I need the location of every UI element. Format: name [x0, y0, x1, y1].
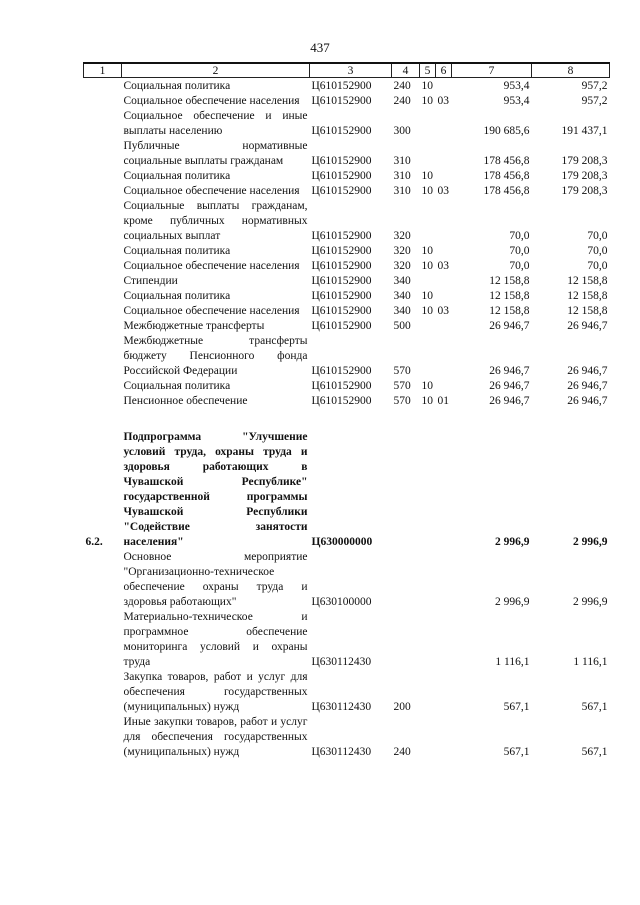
target-code: Ц630112430: [311, 701, 372, 713]
target-code: Ц610152900: [311, 230, 372, 242]
item-name: Межбюджетные трансферты бюджету Пенсионного фонда Российской Федерации: [123, 335, 308, 377]
amount-col7: 567,1: [503, 701, 530, 713]
spacer-cell: [84, 409, 610, 430]
item-name: Стипендии: [123, 275, 178, 287]
header-cell: 6: [436, 63, 452, 78]
subsection: [436, 169, 452, 184]
row-number: [84, 379, 122, 394]
amount-col8: 70,0: [587, 260, 608, 272]
section: 10: [421, 80, 433, 92]
budget-table: [83, 62, 610, 760]
header-cell: 5: [420, 63, 436, 78]
expense-type: 320: [393, 230, 411, 242]
header-row: [84, 63, 610, 78]
amount-col7: 12 158,8: [489, 305, 530, 317]
subsection: [436, 319, 452, 334]
subsection: [436, 199, 452, 244]
item-name: Социальное обеспечение населения: [123, 305, 300, 317]
amount-col7: 2 996,9: [495, 596, 530, 608]
item-name: Межбюджетные трансферты: [123, 320, 265, 332]
subsection: [436, 379, 452, 394]
subsection: [436, 334, 452, 379]
table-row: [84, 169, 610, 184]
target-code: Ц610152900: [311, 170, 372, 182]
target-code: Ц610152900: [311, 80, 372, 92]
target-code: Ц610152900: [311, 365, 372, 377]
table-row: [84, 244, 610, 259]
item-name: Социальная политика: [123, 170, 231, 182]
amount-col7: 2 996,9: [495, 536, 530, 548]
row-number: [84, 550, 122, 610]
expense-type: 340: [393, 275, 411, 287]
section: [420, 550, 436, 610]
row-number: 6.2.: [85, 536, 103, 548]
table-row: [84, 550, 610, 610]
amount-col8: 179 208,3: [561, 170, 608, 182]
amount-col8: 2 996,9: [573, 596, 608, 608]
table-row: [84, 274, 610, 289]
amount-col7: 1 116,1: [495, 656, 530, 668]
header-cell: 3: [310, 63, 392, 78]
row-number: [84, 670, 122, 715]
amount-col7: 953,4: [503, 80, 530, 92]
expense-type: 310: [393, 155, 411, 167]
section: 10: [421, 185, 433, 197]
subsection: [436, 139, 452, 169]
amount-col8: 179 208,3: [561, 185, 608, 197]
amount-col7: 953,4: [503, 95, 530, 107]
amount-col8: 26 946,7: [567, 365, 608, 377]
row-number: [84, 78, 122, 95]
row-number: [84, 610, 122, 670]
target-code: Ц630112430: [311, 656, 372, 668]
item-name: Социальные выплаты гражданам, кроме публичных нормативных социальных выплат: [123, 200, 308, 242]
amount-col7: 26 946,7: [489, 365, 530, 377]
section: 10: [421, 290, 433, 302]
amount-col7: 178 456,8: [483, 185, 530, 197]
table-row: [84, 109, 610, 139]
expense-type: 320: [393, 245, 411, 257]
table-row: [84, 670, 610, 715]
row-number: [84, 274, 122, 289]
amount-col7: 178 456,8: [483, 170, 530, 182]
amount-col8: 567,1: [581, 746, 608, 758]
row-number: [84, 184, 122, 199]
table-row: [84, 304, 610, 319]
expense-type: 500: [393, 320, 411, 332]
amount-col8: 12 158,8: [567, 275, 608, 287]
expense-type: 340: [393, 290, 411, 302]
section: [420, 715, 436, 760]
expense-type: 570: [393, 365, 411, 377]
page-number: 437: [310, 40, 330, 55]
item-name: Социальное обеспечение населения: [123, 260, 300, 272]
amount-col8: 12 158,8: [567, 305, 608, 317]
section: [420, 199, 436, 244]
item-name: Закупка товаров, работ и услуг для обеспечения государственных (муниципальных) нужд: [123, 671, 308, 713]
subsection: [436, 78, 452, 95]
row-number: [84, 94, 122, 109]
section: [420, 610, 436, 670]
subsection: [436, 430, 452, 550]
item-name: Социальная политика: [123, 290, 231, 302]
amount-col8: 1 116,1: [573, 656, 608, 668]
row-number: [84, 319, 122, 334]
item-name: Пенсионное обеспечение: [123, 395, 248, 407]
table-row: [84, 430, 610, 550]
item-name: Иные закупки товаров, работ и услуг для обеспечения государственных (муниципальных) нужд: [123, 716, 308, 758]
table-row: [84, 289, 610, 304]
item-name: Социальная политика: [123, 380, 231, 392]
target-code: Ц610152900: [311, 185, 372, 197]
expense-type: 200: [393, 701, 411, 713]
header-cell: 1: [84, 63, 122, 78]
amount-col7: 26 946,7: [489, 395, 530, 407]
target-code: Ц610152900: [311, 125, 372, 137]
amount-col8: 70,0: [587, 245, 608, 257]
section: 10: [421, 380, 433, 392]
expense-type: [392, 550, 420, 610]
item-name: Основное мероприятие "Организационно-техническое обеспечение охраны труда и здоровья работающих": [123, 551, 308, 608]
amount-col8: 26 946,7: [567, 395, 608, 407]
row-number: [84, 304, 122, 319]
amount-col7: 70,0: [509, 245, 530, 257]
table-row: [84, 184, 610, 199]
target-code: Ц610152900: [311, 395, 372, 407]
table-row: [84, 379, 610, 394]
item-name: Социальная политика: [123, 245, 231, 257]
expense-type: 570: [393, 395, 411, 407]
target-code: Ц610152900: [311, 275, 372, 287]
subsection: [436, 610, 452, 670]
subsection: 03: [437, 260, 449, 272]
table-row: [84, 199, 610, 244]
amount-col8: 567,1: [581, 701, 608, 713]
section: [420, 670, 436, 715]
item-name: Материально-техническое и программное обеспечение мониторинга условий и охраны труда: [123, 611, 308, 668]
expense-type: 300: [393, 125, 411, 137]
section: 10: [421, 170, 433, 182]
expense-type: 240: [393, 95, 411, 107]
expense-type: 310: [393, 170, 411, 182]
row-number: [84, 244, 122, 259]
section: 10: [421, 95, 433, 107]
row-number: [84, 715, 122, 760]
section: 10: [421, 395, 433, 407]
subsection: 03: [437, 95, 449, 107]
item-name: Социальная политика: [123, 80, 231, 92]
amount-col7: 190 685,6: [483, 125, 530, 137]
subsection: 03: [437, 185, 449, 197]
amount-col7: 12 158,8: [489, 275, 530, 287]
section: 10: [421, 305, 433, 317]
amount-col8: 26 946,7: [567, 380, 608, 392]
row-number: [84, 199, 122, 244]
target-code: Ц610152900: [311, 290, 372, 302]
target-code: Ц610152900: [311, 380, 372, 392]
subsection: [436, 550, 452, 610]
row-number: [84, 259, 122, 274]
subsection: 03: [437, 305, 449, 317]
row-number: [84, 139, 122, 169]
section: [420, 430, 436, 550]
item-name: Социальное обеспечение и иные выплаты населению: [123, 110, 308, 137]
expense-type: [392, 430, 420, 550]
section: [420, 274, 436, 289]
target-code: Ц630112430: [311, 746, 372, 758]
section: [420, 109, 436, 139]
row-number: [84, 334, 122, 379]
table-row: [84, 139, 610, 169]
subsection: 01: [437, 395, 449, 407]
section: 10: [421, 245, 433, 257]
header-cell: 8: [532, 63, 610, 78]
amount-col8: 12 158,8: [567, 290, 608, 302]
target-code: Ц610152900: [311, 245, 372, 257]
amount-col7: 26 946,7: [489, 380, 530, 392]
subsection: [436, 289, 452, 304]
header-cell: 2: [122, 63, 310, 78]
target-code: Ц610152900: [311, 95, 372, 107]
amount-col7: 12 158,8: [489, 290, 530, 302]
table-row: [84, 715, 610, 760]
target-code: Ц610152900: [311, 305, 372, 317]
header-cell: 4: [392, 63, 420, 78]
item-name: Подпрограмма "Улучшение условий труда, охраны труда и здоровья работающих в Чувашской Республике" государственной программы Чувашской Республики "Содействие занятости населения": [123, 431, 308, 548]
target-code: Ц630100000: [311, 596, 372, 608]
expense-type: 240: [393, 746, 411, 758]
expense-type: 310: [393, 185, 411, 197]
amount-col8: 179 208,3: [561, 155, 608, 167]
expense-type: 240: [393, 80, 411, 92]
amount-col7: 178 456,8: [483, 155, 530, 167]
expense-type: 320: [393, 260, 411, 272]
expense-type: 570: [393, 380, 411, 392]
spacer-row: [84, 409, 610, 430]
section: [420, 334, 436, 379]
amount-col8: 191 437,1: [561, 125, 608, 137]
subsection: [436, 109, 452, 139]
target-code: Ц610152900: [311, 320, 372, 332]
amount-col7: 567,1: [503, 746, 530, 758]
table-row: [84, 94, 610, 109]
subsection: [436, 244, 452, 259]
amount-col7: 26 946,7: [489, 320, 530, 332]
amount-col8: 2 996,9: [573, 536, 608, 548]
subsection: [436, 670, 452, 715]
table-row: [84, 319, 610, 334]
table-row: [84, 78, 610, 95]
table-row: [84, 394, 610, 409]
item-name: Социальное обеспечение населения: [123, 185, 300, 197]
amount-col7: 70,0: [509, 230, 530, 242]
row-number: [84, 289, 122, 304]
table-row: [84, 610, 610, 670]
row-number: [84, 109, 122, 139]
amount-col8: 957,2: [581, 95, 608, 107]
subsection: [436, 274, 452, 289]
amount-col7: 70,0: [509, 260, 530, 272]
amount-col8: 70,0: [587, 230, 608, 242]
header-cell: 7: [452, 63, 532, 78]
table-row: [84, 259, 610, 274]
target-code: Ц630000000: [311, 536, 373, 548]
target-code: Ц610152900: [311, 155, 372, 167]
subsection: [436, 715, 452, 760]
target-code: Ц610152900: [311, 260, 372, 272]
item-name: Социальное обеспечение населения: [123, 95, 300, 107]
row-number: [84, 169, 122, 184]
expense-type: 340: [393, 305, 411, 317]
amount-col8: 957,2: [581, 80, 608, 92]
expense-type: [392, 610, 420, 670]
amount-col8: 26 946,7: [567, 320, 608, 332]
item-name: Публичные нормативные социальные выплаты гражданам: [123, 140, 308, 167]
row-number: [84, 394, 122, 409]
section: [420, 139, 436, 169]
section: 10: [421, 260, 433, 272]
section: [420, 319, 436, 334]
table-row: [84, 334, 610, 379]
